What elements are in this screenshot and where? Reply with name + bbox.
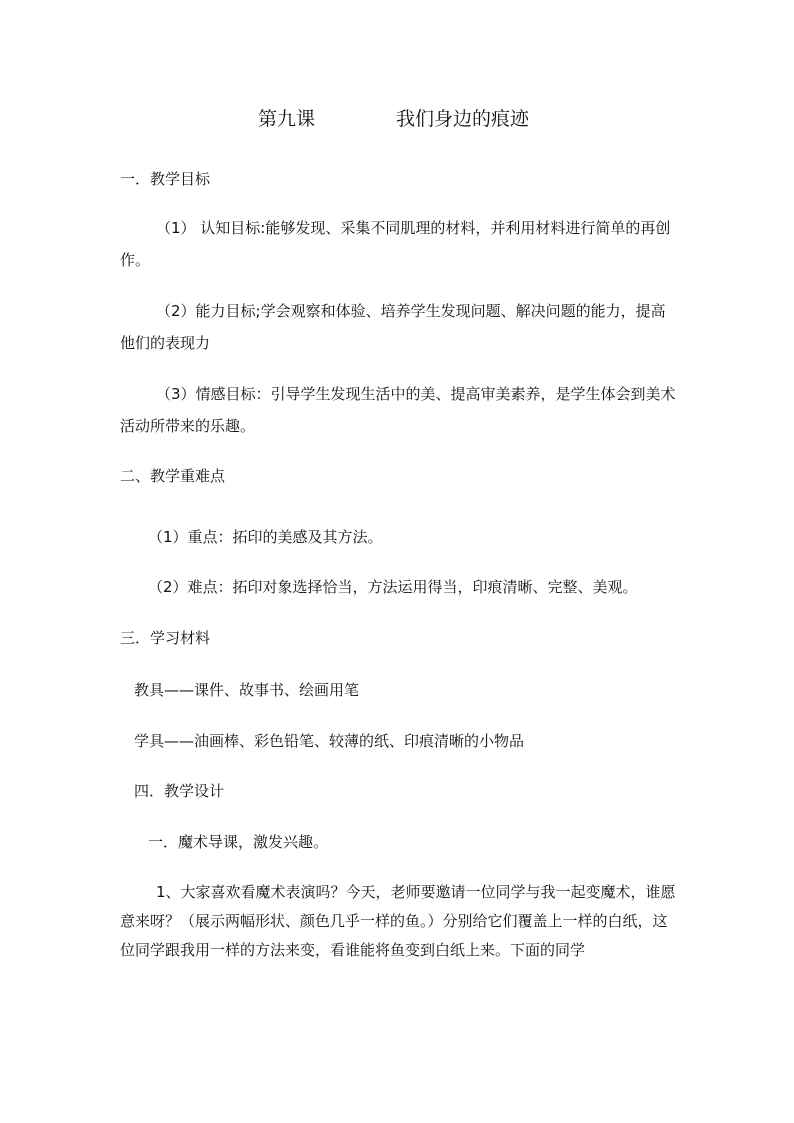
goal-paragraph-3 [120,378,676,442]
materials-heading: 三．学习材料 [120,629,211,647]
goal-2-text: （2）能力目标;学会观察和体验、培养学生发现问题、解决问题的能力，提高他们的表现力 [120,302,666,352]
step-1-heading: 一．魔术导课，激发兴趣。 [148,833,329,851]
goals-heading: 一．教学目标 [120,170,211,188]
goal-paragraph-2 [120,295,676,359]
student-tools: 学具——油画棒、彩色铅笔、较薄的纸、印痕清晰的小物品 [134,732,525,750]
goal-paragraph-1 [120,212,676,276]
key-points-heading: 二、教学重难点 [120,467,226,485]
goal-3-text: （3）情感目标：引导学生发现生活中的美、提高审美素养，是学生体会到美术活动所带来的乐趣。 [120,385,676,435]
lesson-topic: 我们身边的痕迹 [396,108,530,130]
teacher-tools: 教具——课件、故事书、绘画用笔 [134,681,360,699]
goal-1-text: （1） 认知目标:能够发现、采集不同肌理的材料，并利用材料进行简单的再创作。 [120,219,671,269]
key-point-2: （2）难点：拓印对象选择恰当，方法运用得当，印痕清晰、完整、美观。 [148,578,638,596]
lesson-number: 第九课 [258,108,316,130]
design-heading: 四．教学设计 [134,782,225,800]
key-point-1: （1）重点：拓印的美感及其方法。 [148,528,383,546]
step-1-paragraph [120,878,676,965]
document-title [0,104,794,134]
step-1-text: 1、大家喜欢看魔术表演吗？今天，老师要邀请一位同学与我一起变魔术，谁愿意来呀？（展示两幅形状、颜色几乎一样的鱼。）分别给它们覆盖上一样的白纸，这位同学跟我用一样的方法来变，看谁能将鱼变到白纸上来。下面的同学 [120,883,676,959]
